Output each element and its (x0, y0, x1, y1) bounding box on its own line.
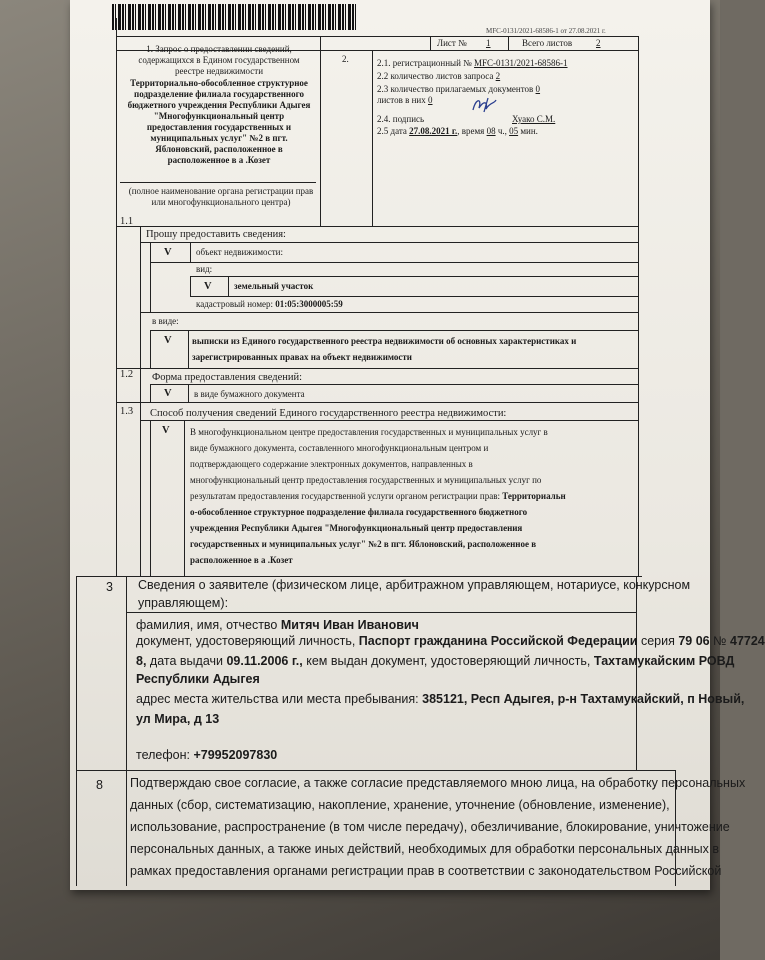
issued-by-value-cont: Республики Адыгея (136, 672, 260, 686)
section-8-number: 8 (96, 778, 103, 792)
doc-number-end: 8, (136, 654, 147, 668)
minute-unit: мин. (520, 126, 538, 136)
block1-org-caption: (полное наименование органа регистрации прав или многофункционального центра) (128, 186, 314, 207)
address-value-cont: ул Мира, д 13 (136, 712, 220, 726)
section-1-1-title: Прошу предоставить сведения: (146, 229, 286, 240)
mfc-text-line-5: результатам предоставления государственной услуги органом регистрации прав: (190, 491, 500, 501)
section-1-2-number: 1.2 (120, 369, 134, 380)
mfc-text-line-3: подтверждающего содержание электронных документов, направленных в (190, 459, 473, 469)
issued-by-label: кем выдан документ, удостоверяющий личность, (306, 654, 591, 668)
cadastral-number: 01:05:3000005:59 (275, 299, 343, 309)
consent-line-4: персональных данных, а также иных действий, необходимых для обработки персональных данных в (130, 842, 720, 856)
kind-checkbox-mark: V (204, 281, 212, 292)
attached-sheets-value: 0 (428, 95, 433, 105)
time-label: , время (457, 126, 485, 136)
consent-line-1: Подтверждаю свое согласие, а также согласие представляемого мною лица, на обработку персональных (130, 776, 746, 790)
mfc-text-line-4: многофункциональный центр предоставления государственных и муниципальных услуг по (190, 475, 542, 485)
hour-unit: ч., (497, 126, 507, 136)
object-checkbox-mark: V (164, 247, 172, 258)
mfc-org-line-1: о-обособленное структурное подразделение филиала государственного бюджетного (190, 507, 528, 517)
fio-label: фамилия, имя, отчество (136, 618, 278, 632)
issue-date-label: дата выдачи (149, 654, 223, 668)
mfc-checkbox-mark: V (162, 425, 170, 436)
attached-docs-value: 0 (535, 84, 541, 94)
id-doc-label: документ, удостоверяющий личность, (136, 634, 356, 648)
section-3-number: 3 (106, 580, 113, 594)
id-doc-value: Паспорт гражданина Российской Федерации (358, 634, 638, 648)
form-label: в виде: (152, 316, 179, 326)
mfc-text-line-2: виде бумажного документа, составленного многофункциональным центром и (190, 443, 489, 453)
section-1-3-number: 1.3 (120, 406, 134, 417)
consent-line-2: данных (сбор, систематизацию, накопление, хранение, уточнение (обновление, изменение), (130, 798, 670, 812)
phone-label: телефон: (136, 748, 190, 762)
mfc-org-line-3: государственных и муниципальных услуг" №2 в пгт. Яблоновский, расположенное в (190, 539, 537, 549)
mfc-org-line-4: расположенное в а .Козет (190, 555, 293, 565)
request-sheets-value: 2 (495, 71, 501, 81)
paper-form-value: в виде бумажного документа (194, 389, 305, 399)
kind-label: вид: (196, 264, 213, 274)
signature-label: 2.4. подпись (377, 114, 425, 124)
mfc-org-line-2: учреждения Республики Адыгея "Многофункциональный центр предоставления (190, 523, 523, 533)
block1-organization: Территориально-обособленное структурное подразделение филиала государственного бюджетного учреждения Республики Адыгея "Многофункциональный центр предоставления государственных и муниципальных услуг" №2 в пгт. Яблоновский, расположенное в расположенное в а .Козет (127, 78, 311, 165)
object-label: объект недвижимости: (196, 247, 283, 257)
address-value: 385121, Респ Адыгея, р-н Тахтамукайский, п Новый, (422, 692, 745, 706)
extract-text-line-1: выписки из Единого государственного реестра недвижимости об основных характеристиках и (192, 336, 577, 346)
series-value: 79 06 (678, 634, 710, 648)
sheet-number-label: Лист № (437, 38, 467, 48)
block2-number: 2. (342, 54, 349, 64)
block1-title: 1. Запрос о предоставлении сведений, содержащихся в Едином государственном реестре недвижимости (138, 44, 300, 76)
extract-text-line-2: зарегистрированных правах на объект недвижимости (192, 352, 412, 362)
date-label: 2.5 дата (377, 126, 407, 136)
consent-line-3: использование, распространение (в том числе передачу), обезличивание, блокирование, уничтожение (130, 820, 730, 834)
doc-number-value: 47724 (730, 634, 765, 648)
total-sheets-value: 2 (596, 38, 601, 48)
section-1-2-title: Форма предоставления сведений: (152, 372, 303, 383)
doc-number-label: № (713, 634, 727, 648)
applicant-title-line-2: управляющем): (138, 596, 229, 610)
sheet-number-value: 1 (486, 38, 491, 48)
section-1-1-number: 1.1 (120, 216, 134, 227)
applicant-title-line-1: Сведения о заявителе (физическом лице, арбитражном управляющем, нотариусе, конкурсном (138, 578, 691, 592)
fio-value: Митяч Иван Иванович (280, 618, 419, 632)
kind-value: земельный участок (234, 281, 314, 291)
consent-line-5: рамках предоставления органами регистрации прав в соответствии с законодательством Российской (130, 864, 722, 878)
registration-stamp-line: MFC-0131/2021-68586-1 от 27.08.2021 г. (486, 27, 606, 35)
total-sheets-label: Всего листов (522, 38, 573, 48)
hour-value: 08 (486, 126, 496, 136)
extract-checkbox-mark: V (164, 335, 172, 346)
issue-date-value: 09.11.2006 г., (226, 654, 303, 668)
issued-by-value: Тахтамукайским РОВД (593, 654, 735, 668)
reg-number-label: 2.1. регистрационный № (377, 58, 472, 68)
minute-value: 05 (509, 126, 519, 136)
reg-number-value: MFC-0131/2021-68586-1 (474, 58, 568, 68)
signer-name: Хуако С.М. (512, 114, 556, 124)
cadastral-label: кадастровый номер: (196, 299, 274, 309)
date-value: 27.08.2021 г. (409, 126, 458, 136)
paper-checkbox-mark: V (164, 388, 172, 399)
request-sheets-label: 2.2 количество листов запроса (377, 71, 494, 81)
mfc-text-line-1: В многофункциональном центре предоставления государственных и муниципальных услуг в (190, 427, 548, 437)
attached-sheets-label: листов в них (377, 95, 426, 105)
address-label: адрес места жительства или места пребывания: (136, 692, 419, 706)
series-label: серия (640, 634, 675, 648)
section-1-3-title: Способ получения сведений Единого государственного реестра недвижимости: (150, 408, 507, 419)
mfc-org-start: Территориальн (502, 491, 566, 501)
barcode (112, 4, 356, 30)
signature-scribble (470, 96, 498, 116)
attached-docs-label: 2.3 количество прилагаемых документов (377, 84, 534, 94)
phone-value: +79952097830 (193, 748, 278, 762)
